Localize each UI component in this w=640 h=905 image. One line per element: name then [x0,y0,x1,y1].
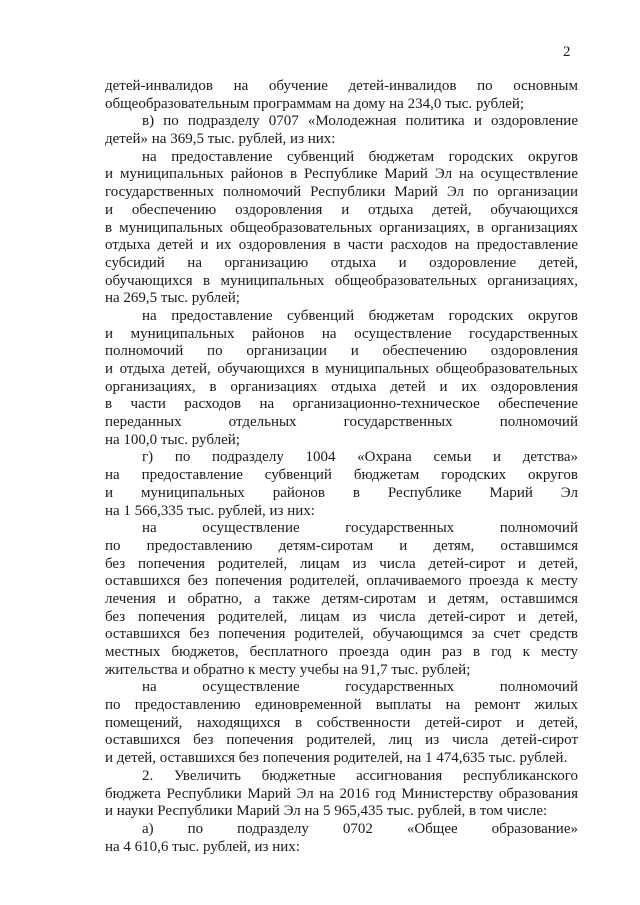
text-line: полномочий по организации и обеспечению оздоровления [105,343,578,360]
text-line: оставшихся без попечения родителей, обучающимся за счет средств [105,626,578,643]
text-line: в части расходов на организационно-техническое обеспечение [105,396,578,413]
text-line: общеобразовательным программам на дому на 234,0 тыс. рублей; [105,95,525,112]
text-line: обучающихся в муниципальных общеобразовательных организациях, [105,272,578,289]
text-line: и отдыха детей, обучающихся в муниципальных общеобразовательных [105,361,578,377]
text-line: без попечения родителей, лицам из числа детей-сирот и детей, [105,608,578,625]
text-line: и муниципальных районов на осуществление государственных [105,325,578,342]
text-line: детей» на 369,5 тыс. рублей, из них: [105,131,336,148]
text-line: оставшихся без попечения родителей, оплачиваемого проезда к месту [105,573,578,590]
text-line: по предоставлению детям-сиротам и детям, оставшимся [105,537,578,554]
text-line: и детей, оставшихся без попечения родителей, на 1 474,635 тыс. рублей. [105,750,568,767]
text-line: на осуществление государственных полномочий [142,679,578,696]
text-line: детей-инвалидов на обучение детей-инвалидов по основным [105,78,578,94]
text-line: местных бюджетов, бесплатного проезда один раз в год к месту [105,644,578,660]
text-line: и обеспечению оздоровления и отдыха детей, обучающихся [105,201,578,218]
text-line: субсидий на организацию отдыха и оздоровление детей, [105,254,578,271]
document-body [105,78,578,856]
text-line: и муниципальных районов в Республике Марий Эл [105,484,578,501]
text-line: в) по подразделу 0707 «Молодежная политика и оздоровление [142,113,578,130]
text-line: переданных отдельных государственных полномочий [105,414,578,431]
text-line: без попечения родителей, лицам из числа детей-сирот и детей, [105,555,578,572]
text-line: и науки Республики Марий Эл на 5 965,435 тыс. рублей, в том числе: [105,803,548,820]
text-line: в муниципальных общеобразовательных организациях, в организациях [105,219,578,236]
text-line: по предоставлению единовременной выплаты на ремонт жилых [105,697,578,714]
text-line: государственных полномочий Республики Марий Эл по организации [105,184,578,201]
text-line: 2. Увеличить бюджетные ассигнования республиканского [142,767,578,784]
text-line: на осуществление государственных полномочий [142,520,578,537]
text-line: на 100,0 тыс. рублей; [105,431,240,448]
text-line: а) по подразделу 0702 «Общее образование» [142,820,578,837]
text-line: на предоставление субвенций бюджетам городских округов [142,307,578,324]
text-line: отдыха детей и их оздоровления в части расходов на предоставление [105,237,578,254]
text-line: на 269,5 тыс. рублей; [105,290,240,307]
text-line: оставшихся без попечения родителей, лиц из числа детей-сирот [105,732,578,749]
text-line: жительства и обратно к месту учебы на 91,7 тыс. рублей; [105,661,471,678]
page-number: 2 [563,44,571,60]
text-line: и муниципальных районов в Республике Марий Эл на осуществление [105,166,578,183]
text-line: лечения и обратно, а также детям-сиротам и детям, оставшимся [105,590,578,607]
text-line: на 4 610,6 тыс. рублей, из них: [105,838,300,855]
text-line: на 1 566,335 тыс. рублей, из них: [105,502,315,519]
text-line: организациях, в организациях отдыха детей и их оздоровления [105,378,578,395]
text-line: помещений, находящихся в собственности детей-сирот и детей, [105,714,578,731]
text-line: на предоставление субвенций бюджетам городских округов [142,148,578,165]
text-line: г) по подразделу 1004 «Охрана семьи и детства» [142,449,578,466]
text-line: бюджета Республики Марий Эл на 2016 год Министерству образования [105,785,578,802]
text-line: на предоставление субвенций бюджетам городских округов [105,467,578,484]
